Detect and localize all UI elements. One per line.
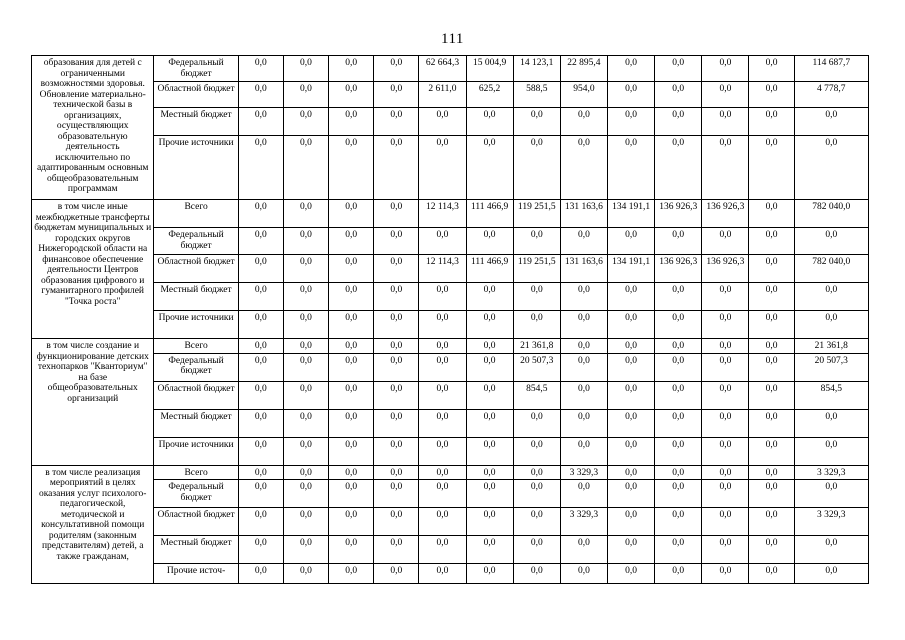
amount-cell: 119 251,5 xyxy=(513,200,560,228)
amount-cell: 0,0 xyxy=(419,311,466,339)
amount-cell: 22 895,4 xyxy=(560,56,607,82)
amount-cell: 0,0 xyxy=(607,536,654,564)
amount-cell: 0,0 xyxy=(238,480,283,508)
amount-cell: 0,0 xyxy=(560,536,607,564)
amount-cell: 0,0 xyxy=(513,283,560,311)
amount-cell: 0,0 xyxy=(419,136,466,200)
amount-cell: 0,0 xyxy=(702,228,749,255)
amount-cell: 20 507,3 xyxy=(513,353,560,381)
amount-cell: 0,0 xyxy=(702,564,749,584)
amount-cell: 0,0 xyxy=(374,381,419,409)
amount-cell: 0,0 xyxy=(466,108,513,136)
amount-cell: 0,0 xyxy=(749,409,794,437)
amount-cell: 3 329,3 xyxy=(560,465,607,480)
budget-table xyxy=(31,55,869,584)
amount-cell: 0,0 xyxy=(419,339,466,354)
table-row xyxy=(32,564,869,584)
amount-cell: 0,0 xyxy=(466,339,513,354)
amount-cell: 0,0 xyxy=(560,437,607,465)
amount-cell: 136 926,3 xyxy=(655,200,702,228)
funding-source: Областной бюджет xyxy=(154,82,238,108)
amount-cell: 0,0 xyxy=(702,409,749,437)
amount-cell: 0,0 xyxy=(513,536,560,564)
amount-cell: 0,0 xyxy=(655,480,702,508)
funding-source: Областной бюджет xyxy=(154,381,238,409)
table-row xyxy=(32,56,869,82)
amount-cell: 111 466,9 xyxy=(466,255,513,283)
amount-cell: 0,0 xyxy=(238,381,283,409)
amount-cell: 0,0 xyxy=(607,283,654,311)
amount-cell: 0,0 xyxy=(238,437,283,465)
amount-cell: 12 114,3 xyxy=(419,200,466,228)
table-row xyxy=(32,409,869,437)
amount-cell: 0,0 xyxy=(283,311,328,339)
amount-cell: 134 191,1 xyxy=(607,255,654,283)
amount-cell: 0,0 xyxy=(374,200,419,228)
amount-cell: 0,0 xyxy=(607,136,654,200)
amount-cell: 0,0 xyxy=(238,536,283,564)
amount-cell: 0,0 xyxy=(283,200,328,228)
amount-cell: 0,0 xyxy=(655,465,702,480)
amount-cell: 131 163,6 xyxy=(560,255,607,283)
amount-cell: 0,0 xyxy=(513,136,560,200)
amount-cell: 0,0 xyxy=(655,228,702,255)
funding-source: Прочие источ- xyxy=(154,564,238,584)
amount-cell: 14 123,1 xyxy=(513,56,560,82)
amount-cell: 0,0 xyxy=(374,311,419,339)
amount-cell: 0,0 xyxy=(374,255,419,283)
amount-cell: 0,0 xyxy=(238,353,283,381)
amount-cell: 0,0 xyxy=(238,228,283,255)
amount-cell: 0,0 xyxy=(655,311,702,339)
amount-cell: 0,0 xyxy=(749,339,794,354)
amount-cell: 0,0 xyxy=(283,136,328,200)
amount-cell: 0,0 xyxy=(749,353,794,381)
table-row xyxy=(32,228,869,255)
amount-cell: 0,0 xyxy=(607,311,654,339)
amount-cell: 0,0 xyxy=(607,508,654,536)
amount-cell: 0,0 xyxy=(374,228,419,255)
total-cell: 3 329,3 xyxy=(794,508,868,536)
amount-cell: 0,0 xyxy=(329,56,374,82)
funding-source: Прочие источники xyxy=(154,311,238,339)
table-row xyxy=(32,200,869,228)
amount-cell: 0,0 xyxy=(374,508,419,536)
amount-cell: 0,0 xyxy=(466,136,513,200)
amount-cell: 0,0 xyxy=(238,200,283,228)
amount-cell: 0,0 xyxy=(607,108,654,136)
amount-cell: 0,0 xyxy=(238,409,283,437)
amount-cell: 0,0 xyxy=(655,381,702,409)
amount-cell: 0,0 xyxy=(749,56,794,82)
funding-source: Федеральный бюджет xyxy=(154,353,238,381)
total-cell: 0,0 xyxy=(794,108,868,136)
amount-cell: 0,0 xyxy=(702,339,749,354)
amount-cell: 0,0 xyxy=(466,311,513,339)
amount-cell: 0,0 xyxy=(560,564,607,584)
funding-source: Федеральный бюджет xyxy=(154,480,238,508)
amount-cell: 0,0 xyxy=(749,82,794,108)
amount-cell: 854,5 xyxy=(513,381,560,409)
amount-cell: 0,0 xyxy=(374,480,419,508)
amount-cell: 0,0 xyxy=(419,409,466,437)
total-cell: 782 040,0 xyxy=(794,200,868,228)
amount-cell: 0,0 xyxy=(655,564,702,584)
amount-cell: 0,0 xyxy=(419,564,466,584)
amount-cell: 0,0 xyxy=(655,508,702,536)
amount-cell: 0,0 xyxy=(702,353,749,381)
total-cell: 114 687,7 xyxy=(794,56,868,82)
amount-cell: 0,0 xyxy=(607,409,654,437)
amount-cell: 0,0 xyxy=(374,283,419,311)
total-cell: 854,5 xyxy=(794,381,868,409)
amount-cell: 0,0 xyxy=(329,255,374,283)
amount-cell: 0,0 xyxy=(283,381,328,409)
amount-cell: 0,0 xyxy=(702,56,749,82)
amount-cell: 0,0 xyxy=(749,108,794,136)
amount-cell: 0,0 xyxy=(374,56,419,82)
total-cell: 0,0 xyxy=(794,536,868,564)
amount-cell: 0,0 xyxy=(283,339,328,354)
amount-cell: 0,0 xyxy=(329,480,374,508)
table-row xyxy=(32,480,869,508)
funding-source: Всего xyxy=(154,465,238,480)
amount-cell: 0,0 xyxy=(702,283,749,311)
amount-cell: 0,0 xyxy=(283,437,328,465)
total-cell: 0,0 xyxy=(794,228,868,255)
table-row xyxy=(32,508,869,536)
amount-cell: 0,0 xyxy=(283,409,328,437)
amount-cell: 0,0 xyxy=(329,465,374,480)
amount-cell: 0,0 xyxy=(283,255,328,283)
amount-cell: 0,0 xyxy=(749,255,794,283)
amount-cell: 0,0 xyxy=(513,409,560,437)
amount-cell: 0,0 xyxy=(560,339,607,354)
amount-cell: 0,0 xyxy=(374,136,419,200)
amount-cell: 0,0 xyxy=(749,480,794,508)
table-row xyxy=(32,536,869,564)
funding-source: Местный бюджет xyxy=(154,108,238,136)
page-number: 111 xyxy=(441,31,464,47)
amount-cell: 0,0 xyxy=(419,353,466,381)
amount-cell: 0,0 xyxy=(283,480,328,508)
amount-cell: 625,2 xyxy=(466,82,513,108)
amount-cell: 0,0 xyxy=(329,353,374,381)
amount-cell: 0,0 xyxy=(560,381,607,409)
total-cell: 20 507,3 xyxy=(794,353,868,381)
amount-cell: 0,0 xyxy=(466,437,513,465)
amount-cell: 136 926,3 xyxy=(702,200,749,228)
table-row xyxy=(32,255,869,283)
amount-cell: 0,0 xyxy=(283,283,328,311)
amount-cell: 0,0 xyxy=(513,437,560,465)
amount-cell: 0,0 xyxy=(374,108,419,136)
amount-cell: 0,0 xyxy=(283,56,328,82)
amount-cell: 0,0 xyxy=(238,56,283,82)
amount-cell: 0,0 xyxy=(749,311,794,339)
amount-cell: 0,0 xyxy=(419,228,466,255)
amount-cell: 0,0 xyxy=(283,228,328,255)
amount-cell: 0,0 xyxy=(329,82,374,108)
amount-cell: 0,0 xyxy=(419,108,466,136)
total-cell: 21 361,8 xyxy=(794,339,868,354)
amount-cell: 0,0 xyxy=(607,465,654,480)
amount-cell: 0,0 xyxy=(702,536,749,564)
total-cell: 0,0 xyxy=(794,437,868,465)
amount-cell: 0,0 xyxy=(466,228,513,255)
amount-cell: 0,0 xyxy=(329,108,374,136)
amount-cell: 0,0 xyxy=(655,437,702,465)
amount-cell: 0,0 xyxy=(560,283,607,311)
amount-cell: 0,0 xyxy=(238,564,283,584)
amount-cell: 0,0 xyxy=(749,508,794,536)
amount-cell: 2 611,0 xyxy=(419,82,466,108)
amount-cell: 0,0 xyxy=(283,508,328,536)
funding-source: Местный бюджет xyxy=(154,536,238,564)
table-row xyxy=(32,437,869,465)
total-cell: 0,0 xyxy=(794,136,868,200)
amount-cell: 62 664,3 xyxy=(419,56,466,82)
table-row xyxy=(32,136,869,200)
funding-source: Областной бюджет xyxy=(154,508,238,536)
amount-cell: 0,0 xyxy=(655,82,702,108)
amount-cell: 0,0 xyxy=(238,108,283,136)
amount-cell: 0,0 xyxy=(283,536,328,564)
amount-cell: 131 163,6 xyxy=(560,200,607,228)
amount-cell: 0,0 xyxy=(607,353,654,381)
amount-cell: 0,0 xyxy=(607,82,654,108)
amount-cell: 0,0 xyxy=(238,339,283,354)
amount-cell: 0,0 xyxy=(419,465,466,480)
amount-cell: 0,0 xyxy=(513,564,560,584)
amount-cell: 0,0 xyxy=(702,381,749,409)
amount-cell: 0,0 xyxy=(513,480,560,508)
amount-cell: 0,0 xyxy=(329,437,374,465)
measure-description: в том числе иные межбюджетные трансферты бюджетам муниципальных и городских округов Нижегородской области на финансовое обеспечение деятельности Центров образования цифрового и гуманитарного профилей "Точка роста" xyxy=(32,200,154,339)
amount-cell: 0,0 xyxy=(513,508,560,536)
amount-cell: 0,0 xyxy=(513,228,560,255)
amount-cell: 0,0 xyxy=(702,311,749,339)
amount-cell: 0,0 xyxy=(374,82,419,108)
amount-cell: 0,0 xyxy=(419,536,466,564)
funding-source: Федеральный бюджет xyxy=(154,228,238,255)
amount-cell: 0,0 xyxy=(238,311,283,339)
amount-cell: 0,0 xyxy=(466,480,513,508)
table-row xyxy=(32,82,869,108)
amount-cell: 0,0 xyxy=(607,437,654,465)
amount-cell: 0,0 xyxy=(702,465,749,480)
amount-cell: 0,0 xyxy=(466,353,513,381)
amount-cell: 0,0 xyxy=(607,56,654,82)
amount-cell: 0,0 xyxy=(607,381,654,409)
amount-cell: 0,0 xyxy=(560,409,607,437)
funding-source: Прочие источники xyxy=(154,136,238,200)
amount-cell: 119 251,5 xyxy=(513,255,560,283)
amount-cell: 134 191,1 xyxy=(607,200,654,228)
total-cell: 0,0 xyxy=(794,564,868,584)
amount-cell: 0,0 xyxy=(329,339,374,354)
amount-cell: 0,0 xyxy=(238,82,283,108)
amount-cell: 0,0 xyxy=(466,536,513,564)
amount-cell: 0,0 xyxy=(419,480,466,508)
amount-cell: 0,0 xyxy=(329,508,374,536)
amount-cell: 0,0 xyxy=(238,136,283,200)
amount-cell: 0,0 xyxy=(513,465,560,480)
amount-cell: 0,0 xyxy=(749,437,794,465)
amount-cell: 0,0 xyxy=(655,108,702,136)
amount-cell: 0,0 xyxy=(329,381,374,409)
table-row xyxy=(32,108,869,136)
total-cell: 782 040,0 xyxy=(794,255,868,283)
amount-cell: 136 926,3 xyxy=(702,255,749,283)
amount-cell: 0,0 xyxy=(655,353,702,381)
measure-description: образования для детей с ограниченными возможностями здоровья. Обновление материально-технической базы в организациях, осуществляющих образовательную деятельность исключительно по адаптированным основным общеобразовательным программам xyxy=(32,56,154,200)
amount-cell: 0,0 xyxy=(655,409,702,437)
measure-description: в том числе создание и функционирование детских технопарков "Кванториум" на базе общеобразовательных организаций xyxy=(32,339,154,466)
total-cell: 0,0 xyxy=(794,480,868,508)
amount-cell: 0,0 xyxy=(749,283,794,311)
amount-cell: 111 466,9 xyxy=(466,200,513,228)
amount-cell: 0,0 xyxy=(466,564,513,584)
amount-cell: 0,0 xyxy=(419,283,466,311)
amount-cell: 0,0 xyxy=(702,108,749,136)
amount-cell: 0,0 xyxy=(238,255,283,283)
amount-cell: 15 004,9 xyxy=(466,56,513,82)
amount-cell: 588,5 xyxy=(513,82,560,108)
amount-cell: 136 926,3 xyxy=(655,255,702,283)
funding-source: Всего xyxy=(154,339,238,354)
amount-cell: 3 329,3 xyxy=(560,508,607,536)
amount-cell: 0,0 xyxy=(702,82,749,108)
table-row xyxy=(32,283,869,311)
funding-source: Федеральный бюджет xyxy=(154,56,238,82)
amount-cell: 0,0 xyxy=(374,437,419,465)
amount-cell: 0,0 xyxy=(466,381,513,409)
amount-cell: 0,0 xyxy=(419,381,466,409)
amount-cell: 0,0 xyxy=(655,136,702,200)
amount-cell: 0,0 xyxy=(238,283,283,311)
funding-source: Местный бюджет xyxy=(154,283,238,311)
amount-cell: 0,0 xyxy=(607,564,654,584)
amount-cell: 0,0 xyxy=(329,283,374,311)
amount-cell: 0,0 xyxy=(466,508,513,536)
table-row xyxy=(32,381,869,409)
amount-cell: 0,0 xyxy=(329,136,374,200)
amount-cell: 0,0 xyxy=(466,465,513,480)
amount-cell: 0,0 xyxy=(513,108,560,136)
funding-source: Местный бюджет xyxy=(154,409,238,437)
amount-cell: 0,0 xyxy=(749,564,794,584)
amount-cell: 0,0 xyxy=(419,508,466,536)
amount-cell: 0,0 xyxy=(702,136,749,200)
amount-cell: 0,0 xyxy=(513,311,560,339)
amount-cell: 21 361,8 xyxy=(513,339,560,354)
amount-cell: 0,0 xyxy=(283,108,328,136)
amount-cell: 0,0 xyxy=(607,480,654,508)
amount-cell: 0,0 xyxy=(749,381,794,409)
amount-cell: 0,0 xyxy=(329,536,374,564)
funding-source: Всего xyxy=(154,200,238,228)
amount-cell: 0,0 xyxy=(374,465,419,480)
amount-cell: 0,0 xyxy=(702,480,749,508)
funding-source: Областной бюджет xyxy=(154,255,238,283)
measure-description: в том числе реализация мероприятий в целях оказания услуг психолого-педагогической, методической и консультативной помощи родителям (законным представителям) детей, а также гражданам, xyxy=(32,465,154,584)
amount-cell: 0,0 xyxy=(749,200,794,228)
amount-cell: 0,0 xyxy=(560,311,607,339)
amount-cell: 0,0 xyxy=(466,283,513,311)
amount-cell: 0,0 xyxy=(607,339,654,354)
amount-cell: 0,0 xyxy=(607,228,654,255)
table-row xyxy=(32,465,869,480)
amount-cell: 0,0 xyxy=(655,283,702,311)
amount-cell: 0,0 xyxy=(283,564,328,584)
table-row xyxy=(32,311,869,339)
amount-cell: 0,0 xyxy=(329,200,374,228)
amount-cell: 0,0 xyxy=(560,136,607,200)
amount-cell: 0,0 xyxy=(655,536,702,564)
amount-cell: 954,0 xyxy=(560,82,607,108)
table-row xyxy=(32,339,869,354)
amount-cell: 0,0 xyxy=(329,228,374,255)
amount-cell: 0,0 xyxy=(374,409,419,437)
total-cell: 0,0 xyxy=(794,283,868,311)
amount-cell: 12 114,3 xyxy=(419,255,466,283)
amount-cell: 0,0 xyxy=(419,437,466,465)
amount-cell: 0,0 xyxy=(749,465,794,480)
total-cell: 0,0 xyxy=(794,311,868,339)
amount-cell: 0,0 xyxy=(283,82,328,108)
total-cell: 0,0 xyxy=(794,409,868,437)
amount-cell: 0,0 xyxy=(329,564,374,584)
amount-cell: 0,0 xyxy=(560,480,607,508)
funding-source: Прочие источники xyxy=(154,437,238,465)
amount-cell: 0,0 xyxy=(374,339,419,354)
amount-cell: 0,0 xyxy=(283,465,328,480)
amount-cell: 0,0 xyxy=(655,339,702,354)
amount-cell: 0,0 xyxy=(560,353,607,381)
amount-cell: 0,0 xyxy=(329,311,374,339)
amount-cell: 0,0 xyxy=(655,56,702,82)
amount-cell: 0,0 xyxy=(702,437,749,465)
amount-cell: 0,0 xyxy=(374,353,419,381)
amount-cell: 0,0 xyxy=(702,508,749,536)
amount-cell: 0,0 xyxy=(238,465,283,480)
amount-cell: 0,0 xyxy=(374,564,419,584)
amount-cell: 0,0 xyxy=(749,136,794,200)
amount-cell: 0,0 xyxy=(749,536,794,564)
total-cell: 3 329,3 xyxy=(794,465,868,480)
amount-cell: 0,0 xyxy=(466,409,513,437)
amount-cell: 0,0 xyxy=(283,353,328,381)
amount-cell: 0,0 xyxy=(749,228,794,255)
amount-cell: 0,0 xyxy=(238,508,283,536)
amount-cell: 0,0 xyxy=(560,228,607,255)
total-cell: 4 778,7 xyxy=(794,82,868,108)
amount-cell: 0,0 xyxy=(560,108,607,136)
table-row xyxy=(32,353,869,381)
amount-cell: 0,0 xyxy=(374,536,419,564)
amount-cell: 0,0 xyxy=(329,409,374,437)
